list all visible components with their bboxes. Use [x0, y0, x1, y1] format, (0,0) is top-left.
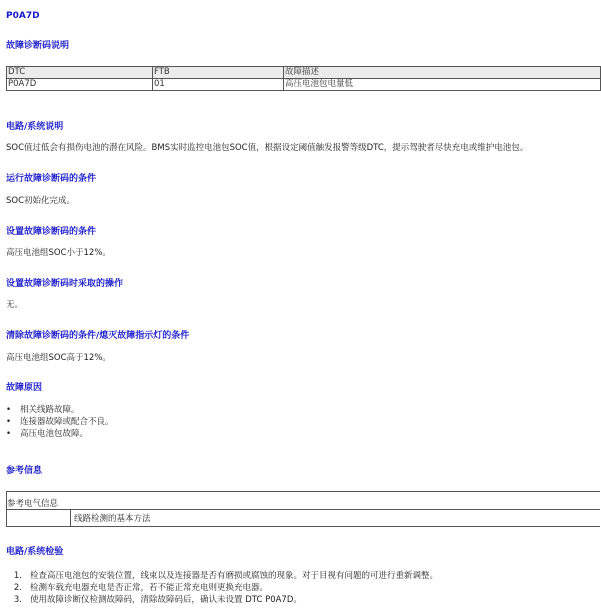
- dtc-table-header-row: [7, 67, 601, 79]
- step-text: 检查高压电池包的安装位置，线束以及连接器是否有磨损或腐蚀的现象。对于目视有问题的可进行重新调整。: [30, 571, 439, 581]
- set-conditions-text: 高压电池组SOC小于12%。: [6, 248, 111, 258]
- circuit-test-basics-link[interactable]: 线路检测的基本方法: [74, 514, 151, 524]
- column-header-ftb: FTB: [153, 67, 284, 79]
- run-conditions-text: SOC初始化完成。: [6, 196, 76, 206]
- cell-description: 高压电池包电量低: [284, 79, 601, 91]
- bullet-icon: •: [6, 429, 12, 439]
- column-header-description: 故障描述: [284, 67, 601, 79]
- list-item: [6, 428, 114, 440]
- column-header-dtc: DTC: [7, 67, 153, 79]
- list-item: [6, 404, 114, 416]
- clear-conditions-text: 高压电池组SOC高于12%。: [6, 353, 111, 363]
- cause-item-text: 高压电池包故障。: [20, 429, 89, 439]
- reference-divider: [7, 509, 71, 510]
- list-item: [6, 582, 438, 594]
- causes-list: [6, 404, 114, 440]
- cause-item-text: 连接器故障或配合不良。: [20, 417, 114, 427]
- document-title: P0A7D: [6, 11, 40, 21]
- cell-dtc-code: P0A7D: [7, 79, 153, 91]
- bullet-icon: •: [6, 405, 12, 415]
- list-item: [6, 594, 438, 606]
- set-actions-heading: 设置故障诊断码时采取的操作: [6, 279, 124, 289]
- dtc-section-heading: 故障诊断码说明: [6, 41, 70, 51]
- clear-conditions-heading: 清除故障诊断码的条件/熄灭故障指示灯的条件: [6, 331, 190, 341]
- bullet-icon: •: [6, 417, 12, 427]
- cause-item-text: 相关线路故障。: [20, 405, 80, 415]
- step-number: 3.: [13, 595, 22, 605]
- run-conditions-heading: 运行故障诊断码的条件: [6, 174, 97, 184]
- step-text: 检测车载充电器充电是否正常，若不能正常充电则更换充电器。: [30, 583, 269, 593]
- system-check-steps: [6, 570, 438, 606]
- circuit-description-heading: 电路/系统说明: [6, 122, 64, 132]
- causes-heading: 故障原因: [6, 383, 43, 393]
- system-check-heading: 电路/系统检验: [6, 547, 64, 557]
- table-row: [7, 79, 601, 91]
- reference-cell: [70, 509, 600, 526]
- reference-electrical-label: 参考电气信息: [7, 499, 59, 509]
- list-item: [6, 416, 114, 428]
- reference-heading: 参考信息: [6, 466, 43, 476]
- set-actions-text: 无。: [6, 300, 24, 310]
- circuit-description-text: SOC值过低会有损伤电池的潜在风险。BMS实时监控电池包SOC值，根据设定阈值触发报警等级DTC，提示驾驶者尽快充电或维护电池包。: [6, 143, 529, 153]
- dtc-table: [6, 66, 601, 91]
- step-number: 2.: [13, 583, 22, 593]
- cell-ftb: 01: [153, 79, 284, 91]
- set-conditions-heading: 设置故障诊断码的条件: [6, 227, 97, 237]
- step-number: 1.: [13, 571, 22, 581]
- list-item: [6, 570, 438, 582]
- step-text: 使用故障诊断仪检测故障码，清除故障码后，确认未设置 DTC P0A7D。: [30, 595, 302, 605]
- reference-box: [6, 491, 600, 527]
